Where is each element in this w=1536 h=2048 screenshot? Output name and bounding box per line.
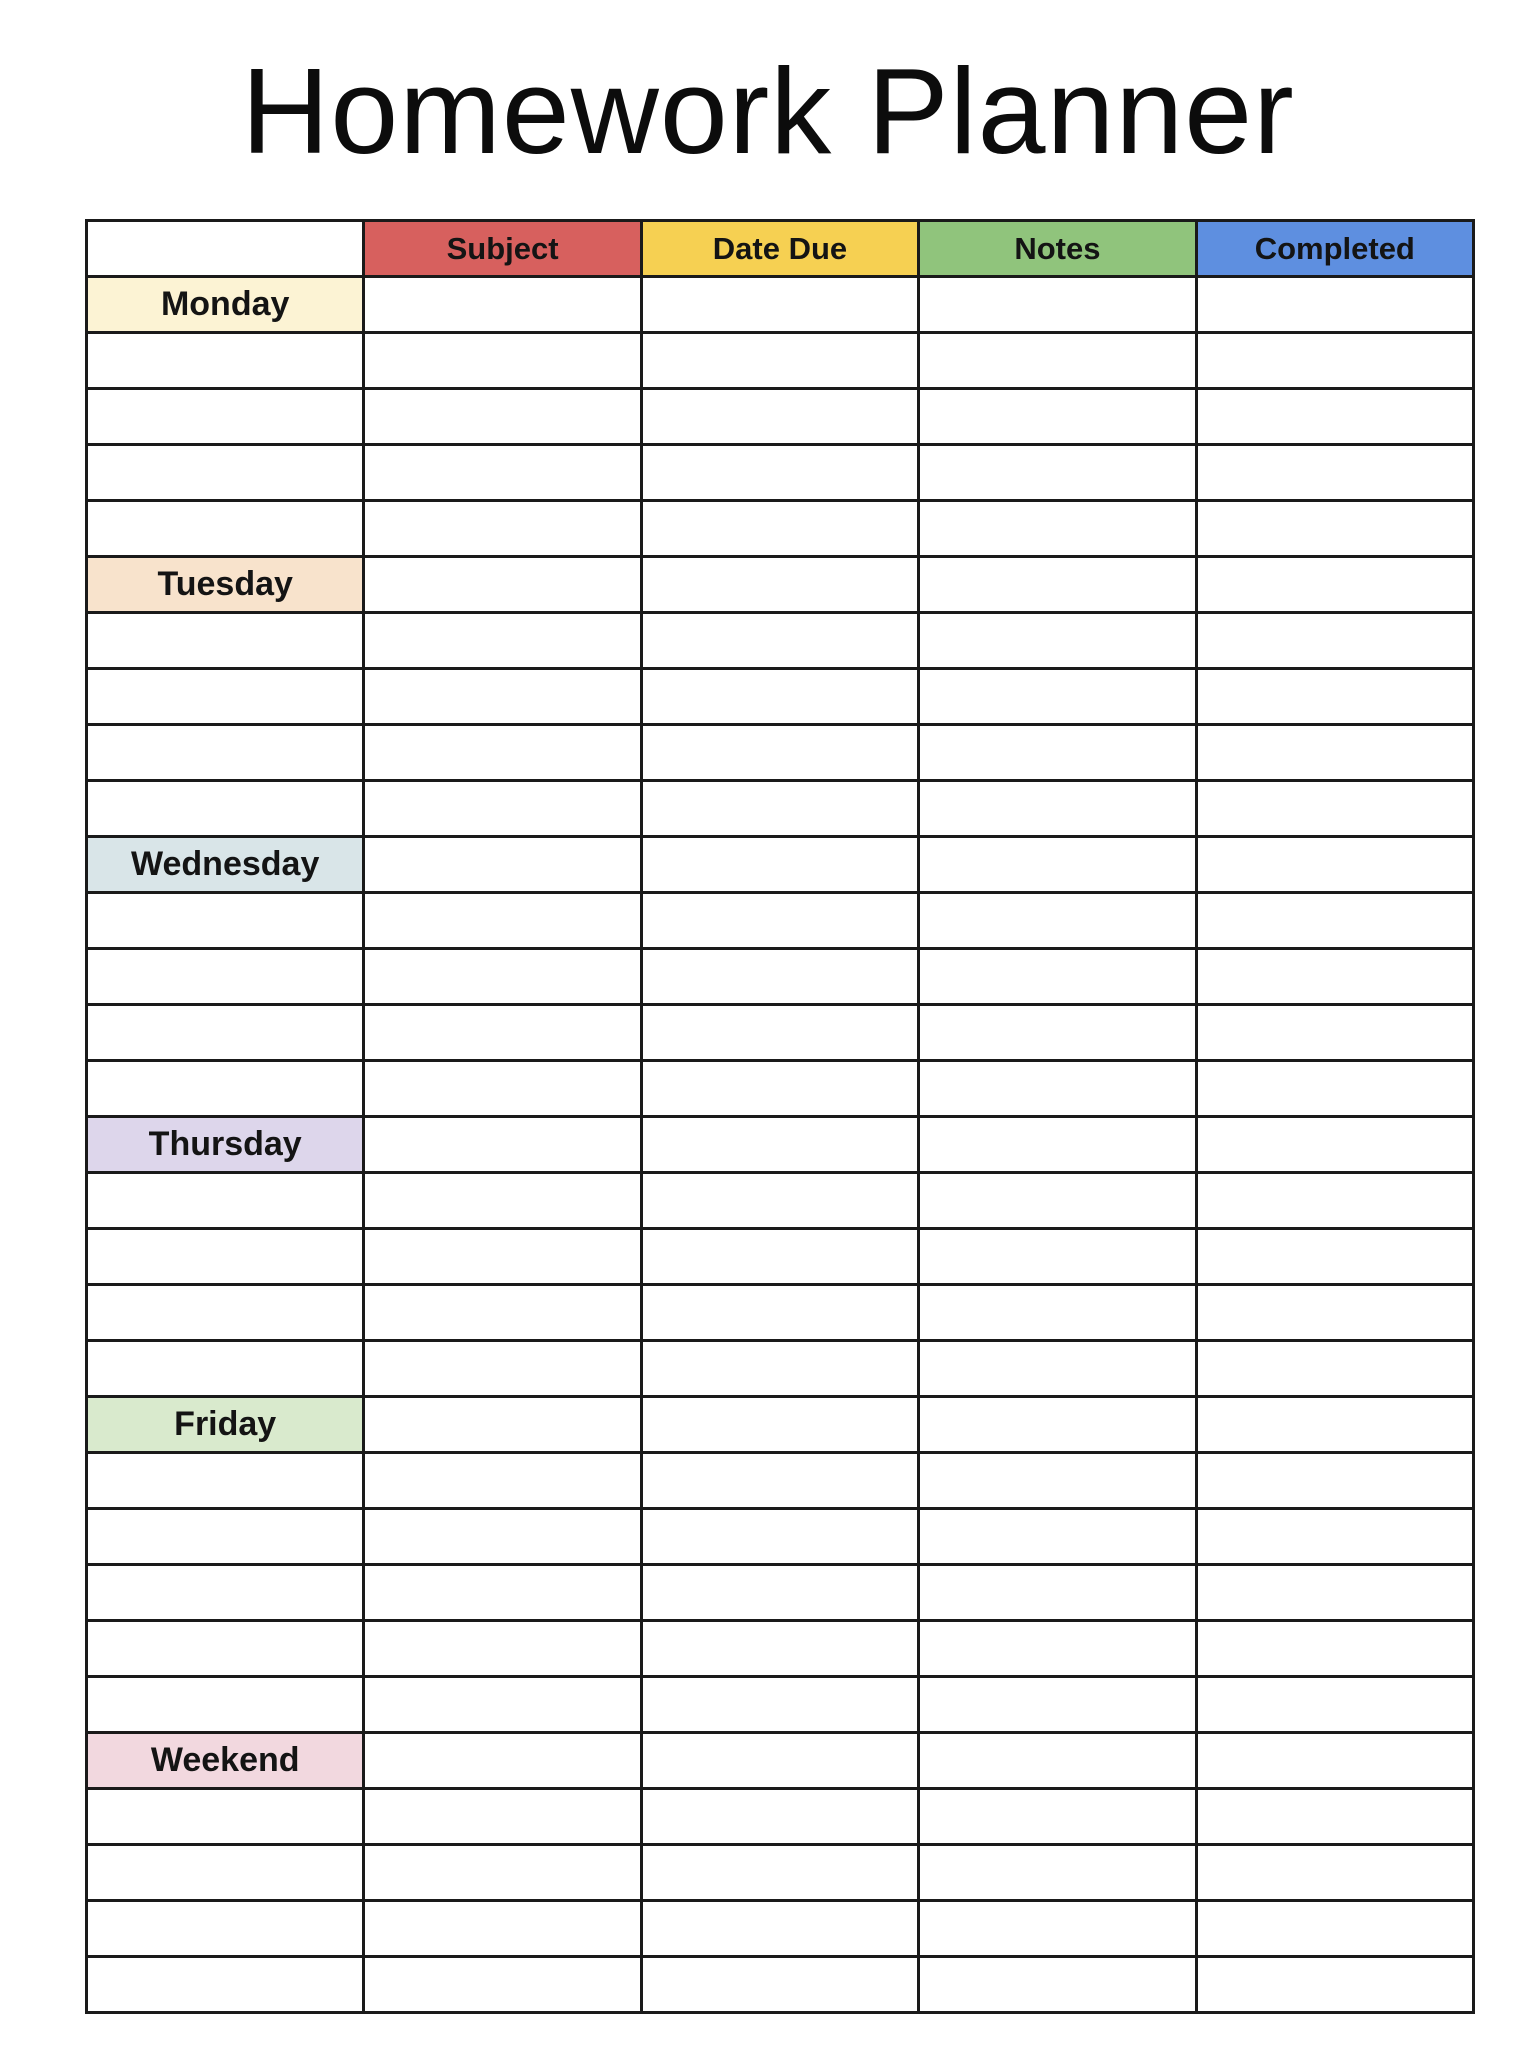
planner-cell bbox=[1198, 1846, 1475, 1902]
planner-cell bbox=[365, 1734, 642, 1790]
planner-cell bbox=[643, 782, 920, 838]
day-label-friday bbox=[88, 1398, 365, 1454]
day-label: Weekend bbox=[150, 1741, 300, 1779]
header-cell-day bbox=[88, 222, 365, 278]
planner-cell bbox=[643, 1006, 920, 1062]
planner-cell bbox=[88, 950, 365, 1006]
planner-cell bbox=[920, 1734, 1197, 1790]
planner-cell bbox=[365, 1062, 642, 1118]
planner-cell bbox=[643, 614, 920, 670]
planner-cell bbox=[920, 1118, 1197, 1174]
day-label-weekend bbox=[88, 1734, 365, 1790]
planner-cell bbox=[643, 1286, 920, 1342]
planner-cell bbox=[88, 614, 365, 670]
planner-cell bbox=[365, 1286, 642, 1342]
column-header-label: Completed bbox=[1254, 230, 1415, 266]
planner-cell bbox=[88, 670, 365, 726]
planner-cell bbox=[365, 558, 642, 614]
planner-cell bbox=[920, 1174, 1197, 1230]
planner-table bbox=[85, 219, 1475, 2014]
planner-cell bbox=[643, 278, 920, 334]
planner-cell bbox=[1198, 558, 1475, 614]
planner-cell bbox=[1198, 390, 1475, 446]
planner-cell bbox=[1198, 1230, 1475, 1286]
planner-cell bbox=[365, 502, 642, 558]
header-cell-subject bbox=[365, 222, 642, 278]
planner-cell bbox=[1198, 782, 1475, 838]
planner-cell bbox=[920, 502, 1197, 558]
planner-cell bbox=[1198, 838, 1475, 894]
planner-cell bbox=[920, 1790, 1197, 1846]
planner-cell bbox=[643, 1790, 920, 1846]
planner-cell bbox=[88, 1622, 365, 1678]
planner-cell bbox=[1198, 278, 1475, 334]
day-label: Monday bbox=[160, 285, 290, 323]
planner-cell bbox=[88, 1286, 365, 1342]
planner-cell bbox=[920, 558, 1197, 614]
planner-cell bbox=[920, 390, 1197, 446]
planner-cell bbox=[1198, 894, 1475, 950]
planner-cell bbox=[643, 1062, 920, 1118]
planner-cell bbox=[920, 1678, 1197, 1734]
planner-cell bbox=[643, 1734, 920, 1790]
planner-cell bbox=[1198, 1398, 1475, 1454]
planner-cell bbox=[88, 390, 365, 446]
planner-cell bbox=[643, 1510, 920, 1566]
planner-cell bbox=[643, 1902, 920, 1958]
day-label-tuesday bbox=[88, 558, 365, 614]
planner-cell bbox=[365, 838, 642, 894]
planner-cell bbox=[920, 1958, 1197, 2014]
planner-cell bbox=[365, 1398, 642, 1454]
planner-cell bbox=[365, 782, 642, 838]
planner-cell bbox=[88, 1174, 365, 1230]
planner-cell bbox=[1198, 1566, 1475, 1622]
header-cell-completed bbox=[1198, 222, 1475, 278]
planner-cell bbox=[365, 1846, 642, 1902]
planner-cell bbox=[1198, 1118, 1475, 1174]
day-label-wednesday bbox=[88, 838, 365, 894]
planner-cell bbox=[643, 390, 920, 446]
planner-cell bbox=[920, 614, 1197, 670]
planner-cell bbox=[1198, 1062, 1475, 1118]
planner-cell bbox=[365, 1566, 642, 1622]
planner-cell bbox=[643, 1230, 920, 1286]
planner-cell bbox=[643, 1118, 920, 1174]
planner-cell bbox=[643, 1678, 920, 1734]
planner-cell bbox=[643, 1566, 920, 1622]
planner-cell bbox=[643, 838, 920, 894]
day-label: Tuesday bbox=[157, 565, 293, 603]
planner-cell bbox=[920, 670, 1197, 726]
planner-cell bbox=[365, 670, 642, 726]
planner-cell bbox=[920, 278, 1197, 334]
planner-cell bbox=[643, 1342, 920, 1398]
planner-cell bbox=[1198, 502, 1475, 558]
planner-cell bbox=[1198, 1622, 1475, 1678]
planner-cell bbox=[88, 726, 365, 782]
planner-cell bbox=[365, 1902, 642, 1958]
planner-cell bbox=[920, 334, 1197, 390]
page-title: Homework Planner bbox=[241, 43, 1295, 179]
planner-cell bbox=[365, 278, 642, 334]
planner-cell bbox=[88, 782, 365, 838]
planner-cell bbox=[88, 1342, 365, 1398]
planner-cell bbox=[643, 502, 920, 558]
planner-cell bbox=[643, 670, 920, 726]
planner-cell bbox=[643, 726, 920, 782]
planner-cell bbox=[1198, 1454, 1475, 1510]
header-cell-notes bbox=[920, 222, 1197, 278]
planner-cell bbox=[920, 1230, 1197, 1286]
column-header-label: Date Due bbox=[712, 230, 848, 266]
day-label-thursday bbox=[88, 1118, 365, 1174]
planner-cell bbox=[1198, 614, 1475, 670]
planner-cell bbox=[1198, 1342, 1475, 1398]
planner-cell bbox=[88, 334, 365, 390]
column-header-label: Notes bbox=[1014, 230, 1101, 266]
planner-cell bbox=[88, 446, 365, 502]
planner-cell bbox=[365, 950, 642, 1006]
planner-cell bbox=[1198, 1174, 1475, 1230]
planner-cell bbox=[88, 1958, 365, 2014]
planner-cell bbox=[920, 1566, 1197, 1622]
planner-cell bbox=[920, 1398, 1197, 1454]
planner-cell bbox=[920, 950, 1197, 1006]
planner-cell bbox=[920, 838, 1197, 894]
planner-cell bbox=[88, 894, 365, 950]
planner-cell bbox=[365, 334, 642, 390]
day-label: Thursday bbox=[148, 1125, 302, 1163]
planner-cell bbox=[920, 1062, 1197, 1118]
planner-cell bbox=[88, 1790, 365, 1846]
planner-cell bbox=[1198, 670, 1475, 726]
planner-cell bbox=[365, 1678, 642, 1734]
planner-cell bbox=[365, 390, 642, 446]
planner-cell bbox=[365, 1622, 642, 1678]
planner-cell bbox=[88, 1678, 365, 1734]
planner-cell bbox=[1198, 726, 1475, 782]
planner-cell bbox=[365, 446, 642, 502]
planner-cell bbox=[643, 1398, 920, 1454]
planner-cell bbox=[88, 1902, 365, 1958]
planner-cell bbox=[643, 894, 920, 950]
planner-cell bbox=[1198, 446, 1475, 502]
planner-cell bbox=[365, 1118, 642, 1174]
planner-cell bbox=[365, 1958, 642, 2014]
planner-cell bbox=[920, 1622, 1197, 1678]
planner-cell bbox=[643, 950, 920, 1006]
planner-cell bbox=[1198, 1286, 1475, 1342]
planner-cell bbox=[920, 894, 1197, 950]
planner-cell bbox=[920, 1510, 1197, 1566]
planner-cell bbox=[643, 446, 920, 502]
day-label-monday bbox=[88, 278, 365, 334]
planner-cell bbox=[88, 1230, 365, 1286]
planner-cell bbox=[365, 894, 642, 950]
planner-cell bbox=[1198, 1958, 1475, 2014]
planner-cell bbox=[643, 1454, 920, 1510]
planner-cell bbox=[365, 1342, 642, 1398]
planner-cell bbox=[88, 1006, 365, 1062]
planner-cell bbox=[1198, 1678, 1475, 1734]
planner-cell bbox=[920, 1342, 1197, 1398]
planner-cell bbox=[365, 1454, 642, 1510]
planner-cell bbox=[88, 1510, 365, 1566]
planner-cell bbox=[920, 1902, 1197, 1958]
column-header-label: Subject bbox=[446, 230, 559, 266]
planner-cell bbox=[643, 1622, 920, 1678]
planner-cell bbox=[1198, 1006, 1475, 1062]
planner-cell bbox=[643, 1174, 920, 1230]
planner-cell bbox=[1198, 334, 1475, 390]
planner-cell bbox=[643, 1958, 920, 2014]
planner-cell bbox=[1198, 1734, 1475, 1790]
planner-cell bbox=[365, 1510, 642, 1566]
day-label: Friday bbox=[174, 1405, 277, 1443]
planner-cell bbox=[365, 614, 642, 670]
planner-cell bbox=[365, 1790, 642, 1846]
planner-cell bbox=[643, 1846, 920, 1902]
planner-cell bbox=[1198, 950, 1475, 1006]
planner-cell bbox=[920, 1286, 1197, 1342]
planner-cell bbox=[920, 1846, 1197, 1902]
planner-cell bbox=[1198, 1510, 1475, 1566]
planner-cell bbox=[643, 558, 920, 614]
planner-cell bbox=[365, 1006, 642, 1062]
planner-cell bbox=[920, 1454, 1197, 1510]
planner-cell bbox=[1198, 1790, 1475, 1846]
planner-cell bbox=[920, 726, 1197, 782]
header-cell-date-due bbox=[643, 222, 920, 278]
planner-cell bbox=[920, 782, 1197, 838]
planner-cell bbox=[920, 1006, 1197, 1062]
planner-cell bbox=[365, 726, 642, 782]
planner-cell bbox=[920, 446, 1197, 502]
day-label: Wednesday bbox=[131, 845, 320, 883]
planner-cell bbox=[88, 1846, 365, 1902]
planner-cell bbox=[88, 1062, 365, 1118]
planner-cell bbox=[88, 1566, 365, 1622]
planner-cell bbox=[88, 1454, 365, 1510]
planner-cell bbox=[88, 502, 365, 558]
planner-cell bbox=[643, 334, 920, 390]
planner-cell bbox=[365, 1230, 642, 1286]
planner-cell bbox=[1198, 1902, 1475, 1958]
planner-cell bbox=[365, 1174, 642, 1230]
